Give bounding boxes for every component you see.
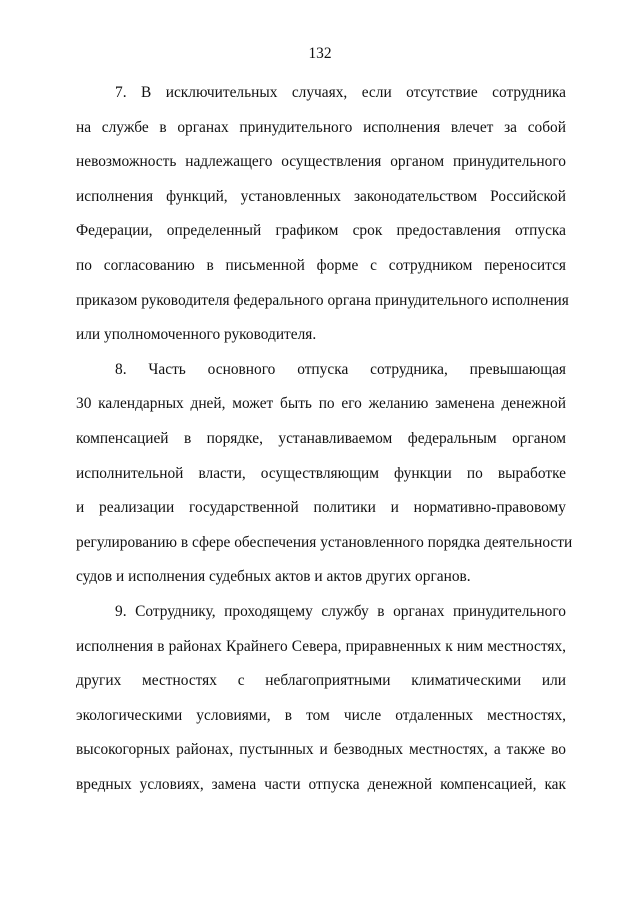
text-line: по согласованию в письменной форме с сотрудником переносится bbox=[76, 256, 566, 274]
text-line: вредных условиях, замена части отпуска денежной компенсацией, как bbox=[76, 775, 566, 793]
text-line: других местностях с неблагоприятными климатическими или bbox=[76, 672, 566, 690]
paragraph-7 bbox=[76, 81, 569, 358]
text-line: высокогорных районах, пустынных и безводных местностях, а также во bbox=[76, 741, 566, 759]
text-line: на службе в органах принудительного исполнения влечет за собой bbox=[76, 118, 566, 136]
text-line: судов и исполнения судебных актов и актов других органов. bbox=[76, 568, 471, 586]
text-line: невозможность надлежащего осуществления органом принудительного bbox=[76, 153, 566, 171]
text-line: приказом руководителя федерального органа принудительного исполнения bbox=[76, 291, 569, 309]
text-line: и реализации государственной политики и нормативно-правовому bbox=[76, 499, 566, 517]
text-line: Федерации, определенный графиком срок предоставления отпуска bbox=[76, 222, 566, 240]
body-text bbox=[76, 81, 573, 807]
text-line: 8. Часть основного отпуска сотрудника, превышающая bbox=[115, 360, 566, 378]
text-line: исполнения в районах Крайнего Севера, приравненных к ним местностях, bbox=[76, 637, 566, 655]
text-line: 7. В исключительных случаях, если отсутствие сотрудника bbox=[115, 84, 566, 101]
text-line: исполнения функций, установленных законодательством Российской bbox=[76, 187, 566, 205]
paragraph-8 bbox=[76, 358, 573, 600]
text-line: экологическими условиями, в том числе отдаленных местностях, bbox=[76, 706, 566, 724]
text-line: или уполномоченного руководителя. bbox=[76, 326, 317, 344]
text-line: регулированию в сфере обеспечения установленного порядка деятельности bbox=[76, 533, 573, 551]
paragraph-9 bbox=[76, 600, 566, 808]
text-line: компенсацией в порядке, устанавливаемом федеральным органом bbox=[76, 429, 566, 447]
text-line: 9. Сотруднику, проходящему службу в органах принудительного bbox=[115, 602, 566, 620]
text-line: исполнительной власти, осуществляющим функции по выработке bbox=[76, 464, 566, 482]
page-number: 132 bbox=[308, 45, 332, 62]
text-line: 30 календарных дней, может быть по его желанию заменена денежной bbox=[76, 395, 566, 413]
